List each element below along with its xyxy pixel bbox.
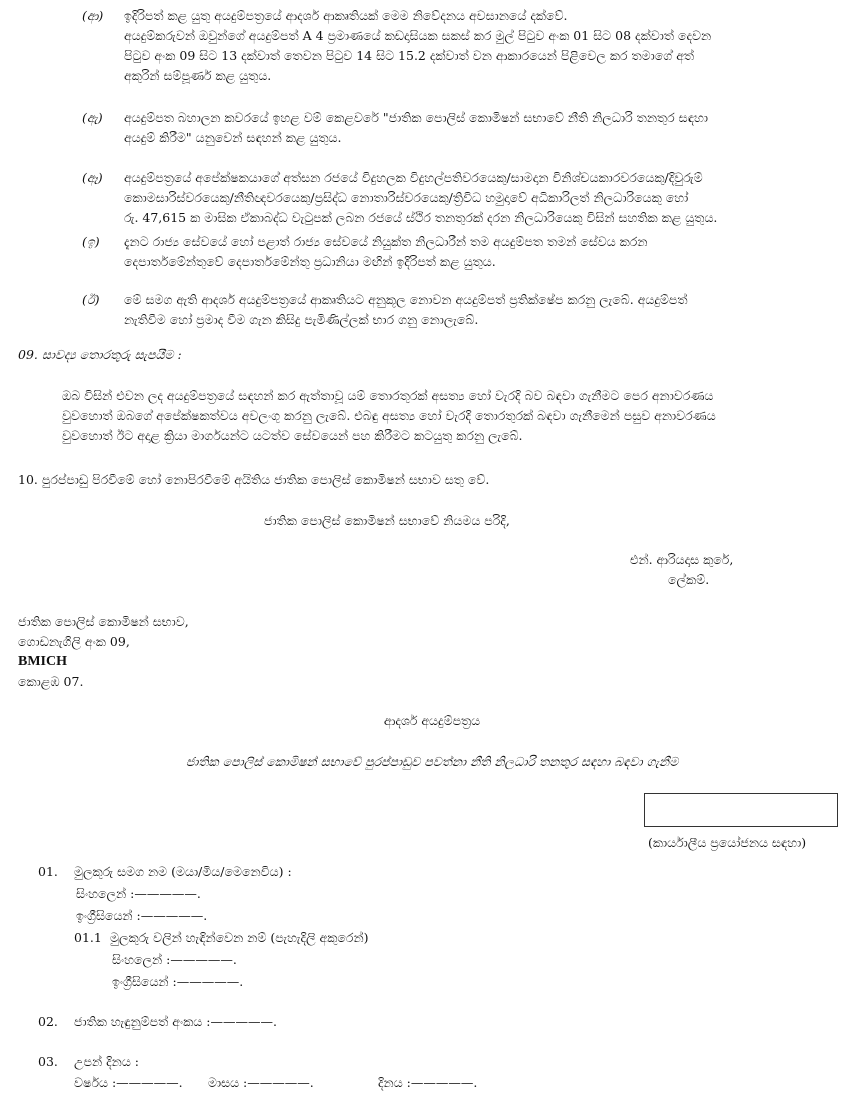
text-line: වුවහොත් ඊට අදාළ ක්‍රියා මාර්ගයන්ට යටත්ව සේවයෙන් පහ කිරීමට කටයුතු කරනු ලැබේ. (62, 428, 523, 443)
text-line: ඔබ විසින් එවන ලද අයදුම්පත්‍රයේ සඳහන් කර ඇත්තාවූ යම් තොරතුරක් අසත්‍ය හෝ වැරදි බව බඳවා ගැනීමට පෙර අනාවරණය (62, 388, 714, 403)
item-marker: (ඊ) (82, 292, 100, 307)
field-01-sinhala[interactable]: සිංහලෙන් :—————. (76, 886, 201, 901)
field-011-english[interactable]: ඉංග්‍රීසියෙන් :—————. (112, 974, 244, 989)
signoff-order: ජාතික පොලිස් කොමිෂන් සභාවේ නියමය පරිදි, (264, 513, 510, 528)
item-marker: (ඈ) (82, 170, 103, 185)
address-line: කොළඹ 07. (18, 674, 84, 689)
item-text (124, 168, 842, 228)
field-01-number: 01. (38, 864, 58, 879)
signoff-name: එන්. ආරියදාස කුරේ, (630, 552, 734, 567)
field-03-number: 03. (38, 1054, 58, 1069)
text-line: දෙපාර්තමේන්තුවේ දෙපාර්තමේන්තු ප්‍රධානියා මඟින් ඉදිරිපත් කළ යුතුය. (124, 254, 496, 269)
item-marker: (ඇ) (82, 110, 103, 125)
office-use-label: (කාර්යාලීය ප්‍රයෝජනය සඳහා) (648, 835, 807, 850)
text-line: ඉදිරිපත් කළ යුතු අයදුම්පත්‍රයේ ආදර්ශ ආකෘතියක් මෙම නිවේදනය අවසානයේ දක්වේ. (124, 8, 568, 23)
text-line: කොමසාරිස්වරයෙකු/නීතිඥවරයෙකු/ප්‍රසිද්ධ නොතාරිස්වරයෙකු/ත්‍රිවිධ හමුදාවේ අධිකාරිලත් නිලධාරියෙකු හෝ (124, 190, 689, 205)
item-marker: (ආ) (82, 8, 104, 23)
text-line: මේ සමග ඇති ආදර්ශ අයදුම්පත්‍රයේ ආකෘතියට අනුකූල නොවන අයදුම්පත් ප්‍රතික්ෂේප කරනු ලැබේ. අයදුම්පත් (124, 292, 688, 307)
address-block (18, 612, 189, 692)
item-marker: (ඉ) (82, 234, 100, 249)
text-line: අයදුම්පත බහාලන කවරයේ ඉහළ වම් කෙළවරේ "ජාතික පොලිස් කොමිෂන් සභාවේ නීති නිලධාරි තනතුර සඳහා (124, 110, 708, 125)
field-02-label[interactable]: ජාතික හැඳුනුම්පත් අංකය :—————. (74, 1014, 277, 1029)
field-011-number: 01.1 (74, 930, 102, 945)
section-9-body (62, 386, 842, 446)
item-text (124, 290, 842, 330)
text-line: අයදුම්කරුවන් ඔවුන්ගේ අයදුම්පත් A 4 ප්‍රමාණයේ කඩදාසියක සකස් කර මුල් පිටුව අංක 01 සිට 08 දක්වාත් දෙවන (124, 28, 712, 43)
text-line: නැතිවීම හෝ ප්‍රමාද වීම ගැන කිසිදු පැමිණිල්ලක් භාර ගනු නොලැබේ. (124, 312, 479, 327)
address-line: BMICH (18, 654, 67, 669)
text-line: පිටුව අංක 09 සිට 13 දක්වාත් තෙවන පිටුව 14 සිට 15.2 දක්වාත් වන ආකාරයෙන් පිළිවෙල කර තමාගේ අත් (124, 48, 695, 63)
field-011-label: මුලකුරු වලින් හැඳින්වෙන නම් (පැහැදිලි අකුරෙන්) (110, 930, 369, 945)
signoff-title: ලේකම්. (668, 572, 710, 587)
field-01-english[interactable]: ඉංග්‍රීසියෙන් :—————. (76, 908, 208, 923)
item-text (124, 108, 842, 148)
text-line: වුවහොත් ඔබගේ අපේක්ෂකත්වය අවලංගු කරනු ලැබේ. එබඳු අසත්‍ය හෝ වැරදි තොරතුරක් බඳවා ගැනීමෙන් පසුව අනාවරණය (62, 408, 716, 423)
item-text (124, 232, 842, 272)
section-9-heading: 09. සාවද්‍ය තොරතුරු සැපයීම : (18, 347, 182, 362)
section-10-text: 10. පුරප්පාඩු පිරවීමේ හෝ නොපිරවීමේ අයිතිය ජාතික පොලිස් කොමිෂන් සභාව සතු වේ. (18, 472, 490, 487)
field-03-day[interactable]: දිනය :—————. (378, 1075, 478, 1090)
text-line: අකුරින් සම්පූර්ණ කළ යුතුය. (124, 68, 272, 83)
field-01-label: මුලකුරු සමග නම (මයා/මිය/මෙනෙවිය) : (74, 864, 292, 879)
text-line: අයදුම්පත්‍රයේ අපේක්ෂකයාගේ අත්සන රජයේ විදුහලක විදුහල්පතිවරයෙකු/සාමදාන විනිශ්චයකාරවරයෙකු/දිවුරුම් (124, 170, 703, 185)
address-line: ජාතික පොලිස් කොමිෂන් සභාව, (18, 614, 189, 629)
form-subtitle: ජාතික පොලිස් කොමිෂන් සභාවේ පුරප්පාඩුව පවත්නා නීති නිලධාරි තනතුර සඳහා බඳවා ගැනීම (185, 754, 679, 769)
address-line: ගොඩනැගිලි අංක 09, (18, 634, 130, 649)
text-line: අයදුම් කිරීම" යනුවෙන් සඳහන් කළ යුතුය. (124, 130, 342, 145)
field-03-month[interactable]: මාසය :—————. (208, 1075, 314, 1090)
field-03-year[interactable]: වර්ෂය :—————. (74, 1075, 183, 1090)
field-011-sinhala[interactable]: සිංහලෙන් :—————. (112, 952, 237, 967)
form-title: ආදර්ශ අයදුම්පත්‍රය (383, 713, 481, 728)
text-line: රු. 47,615 ක මාසික ඒකාබද්ධ වැටුපක් ලබන රජයේ ස්ථිර තනතුරක් දරන නිලධාරියෙකු විසින් සහතික කළ යුතුය. (124, 210, 718, 225)
text-line: දැනට රාජ්‍ය සේවයේ හෝ පළාත් රාජ්‍ය සේවයේ නියුක්ත නිලධාරීන් තම අයදුම්පත තමන් සේවය කරන (124, 234, 648, 249)
field-03-label: උපන් දිනය : (74, 1054, 139, 1069)
item-text (124, 6, 842, 86)
office-use-box (644, 793, 838, 827)
field-02-number: 02. (38, 1014, 58, 1029)
